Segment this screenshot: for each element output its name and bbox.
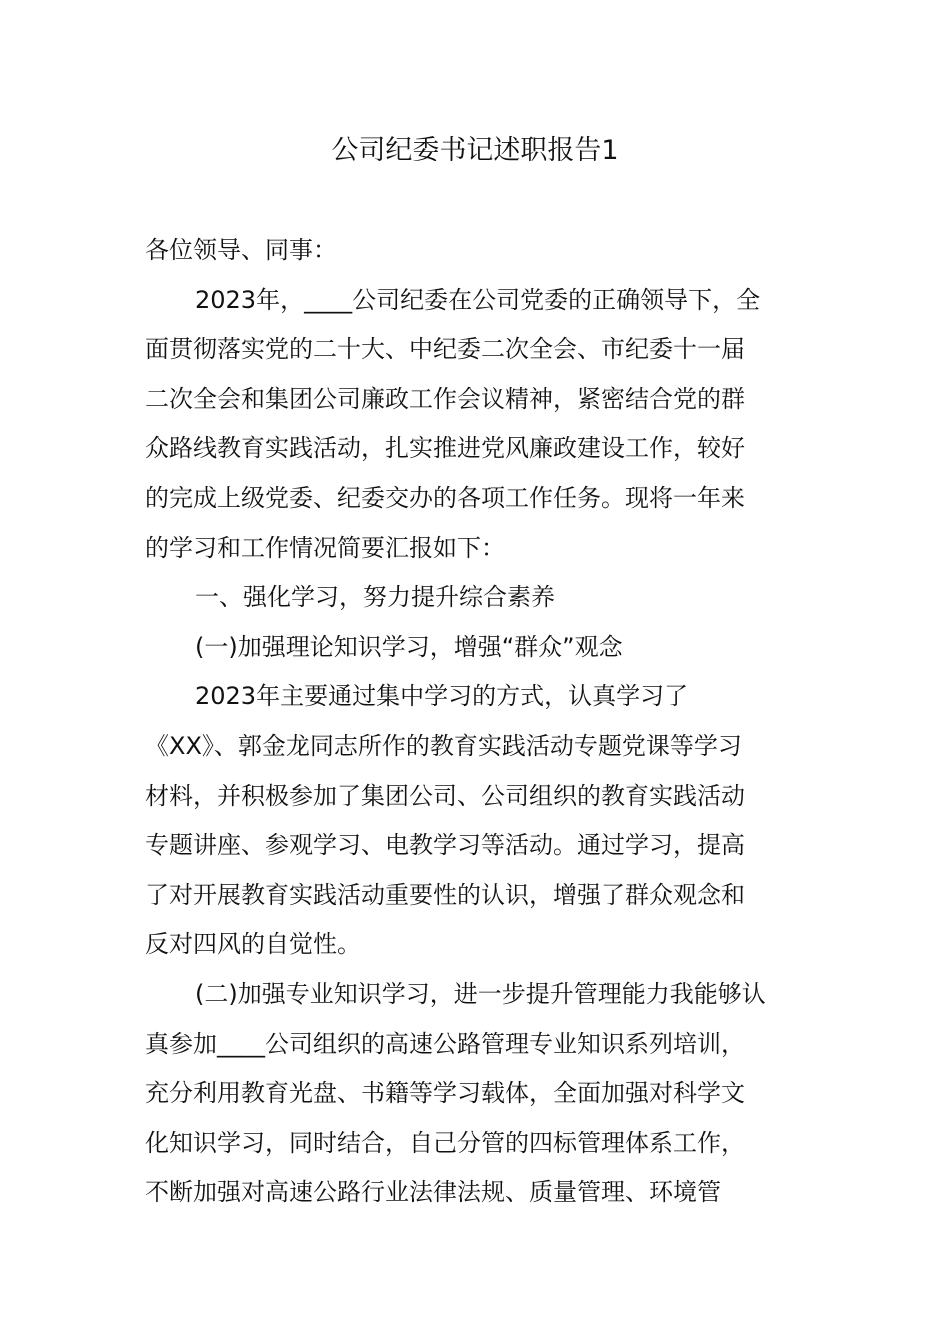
paragraph-line: 化知识学习，同时结合，自己分管的四标管理体系工作， [145,1128,745,1157]
paragraph-line: 了对开展教育实践活动重要性的认识，增强了群众观念和 [145,880,745,909]
paragraph-line: 真参加____公司组织的高速公路管理专业知识系列培训， [145,1029,745,1058]
document-body [145,226,805,1218]
paragraph-line: 不断加强对高速公路行业法律法规、质量管理、环境管 [145,1178,721,1207]
paragraph-line: 充分利用教育光盘、书籍等学习载体，全面加强对科学文 [145,1079,745,1108]
paragraph-line: 二次全会和集团公司廉政工作会议精神，紧密结合党的群 [145,384,745,413]
paragraph-line: 2023年主要通过集中学习的方式，认真学习了 [195,682,689,711]
subsection-heading: (一)加强理论知识学习，增强“群众”观念 [195,632,623,661]
paragraph-line: 的完成上级党委、纪委交办的各项工作任务。现将一年来 [145,483,745,512]
paragraph-line: 《XX》、郭金龙同志所作的教育实践活动专题党课等学习 [145,731,742,760]
salutation-line: 各位领导、同事： [145,236,337,264]
subsection-heading: (二)加强专业知识学习，进一步提升管理能力我能够认 [195,979,766,1008]
paragraph-line: 众路线教育实践活动，扎实推进党风廉政建设工作，较好 [145,434,745,463]
paragraph-line: 材料，并积极参加了集团公司、公司组织的教育实践活动 [145,781,745,810]
section-heading: 一、强化学习，努力提升综合素养 [195,583,555,612]
paragraph-line: 专题讲座、参观学习、电教学习等活动。通过学习，提高 [145,831,745,860]
paragraph-line: 2023年，____公司纪委在公司党委的正确领导下，全 [195,285,761,314]
paragraph-line: 反对四风的自觉性。 [145,930,361,959]
paragraph-line: 的学习和工作情况简要汇报如下： [145,533,505,562]
document-title: 公司纪委书记述职报告1 [331,135,619,166]
paragraph-line: 面贯彻落实党的二十大、中纪委二次全会、市纪委十一届 [145,335,745,364]
